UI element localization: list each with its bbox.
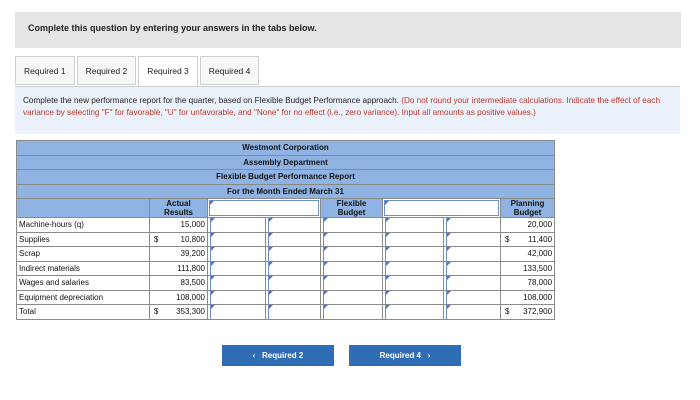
performance-report-table [16,140,555,320]
actual-value: 39,200 [150,247,208,262]
col-header-variance-2[interactable] [383,199,501,218]
actual-amount: 353,300 [176,307,205,317]
variance-1-effect-select[interactable] [266,305,321,320]
row-label: Indirect materials [17,261,150,276]
col-header-flexible: Flexible Budget [321,199,383,218]
dollar-sign: $ [154,234,159,244]
dollar-sign: $ [505,307,510,317]
instructions-main: Complete the new performance report for the quarter, based on Flexible Budget Performance approach. [23,96,399,105]
planning-value [501,305,555,320]
report-title: Flexible Budget Performance Report [17,170,555,185]
tab-required-3[interactable]: Required 3 [138,56,198,87]
variance-2-amount-input[interactable] [383,218,444,233]
table-row [17,261,555,276]
flexible-budget-input[interactable] [321,218,383,233]
flexible-budget-input[interactable] [321,247,383,262]
col-header-label [17,199,150,218]
variance-2-header-input[interactable] [384,200,499,216]
actual-value [150,305,208,320]
tab-bar [15,56,261,86]
flexible-budget-input[interactable] [321,261,383,276]
variance-1-effect-select[interactable] [266,247,321,262]
tab-required-1[interactable]: Required 1 [15,56,75,85]
table-row [17,232,555,247]
prev-button-label: Required 2 [262,351,304,360]
chevron-left-icon: ‹ [252,351,256,360]
variance-2-effect-select[interactable] [444,247,501,262]
planning-value: 133,500 [501,261,555,276]
variance-1-effect-select[interactable] [266,261,321,276]
dollar-sign: $ [154,307,159,317]
tab-required-4[interactable]: Required 4 [200,56,260,85]
flexible-budget-input[interactable] [321,290,383,305]
actual-value: 111,800 [150,261,208,276]
variance-1-amount-input[interactable] [208,290,266,305]
row-label: Wages and salaries [17,276,150,291]
variance-2-effect-select[interactable] [444,232,501,247]
table-row [17,290,555,305]
actual-value: 15,000 [150,218,208,233]
row-label: Scrap [17,247,150,262]
row-label: Total [17,305,150,320]
variance-2-effect-select[interactable] [444,218,501,233]
variance-1-amount-input[interactable] [208,261,266,276]
variance-1-header-input[interactable] [209,200,319,216]
dollar-sign: $ [505,234,510,244]
planning-amount: 11,400 [528,234,553,244]
variance-2-amount-input[interactable] [383,261,444,276]
variance-1-amount-input[interactable] [208,232,266,247]
col-header-actual: Actual Results [150,199,208,218]
variance-2-effect-select[interactable] [444,305,501,320]
table-row [17,305,555,320]
report-period: For the Month Ended March 31 [17,184,555,199]
chevron-right-icon: › [427,351,431,360]
actual-value: 108,000 [150,290,208,305]
variance-1-amount-input[interactable] [208,218,266,233]
prev-button[interactable] [222,345,334,366]
planning-value: 108,000 [501,290,555,305]
tab-required-2[interactable]: Required 2 [77,56,137,85]
variance-2-effect-select[interactable] [444,276,501,291]
planning-value: 78,000 [501,276,555,291]
instructions-panel [15,86,680,134]
table-row [17,218,555,233]
table-row [17,247,555,262]
planning-value: 20,000 [501,218,555,233]
flexible-budget-input[interactable] [321,305,383,320]
variance-1-amount-input[interactable] [208,247,266,262]
variance-1-effect-select[interactable] [266,218,321,233]
actual-value [150,232,208,247]
variance-1-effect-select[interactable] [266,290,321,305]
variance-2-amount-input[interactable] [383,232,444,247]
variance-2-effect-select[interactable] [444,261,501,276]
instructions-note: (Do not round your intermediate calculations. Indicate the effect of each variance by selecting "F" for favorable, "U" for unfavorable, and "None" for no effect (i.e., zero variance). Input all amounts as positive values.) [23,96,661,117]
col-header-planning: Planning Budget [501,199,555,218]
planning-amount: 372,900 [523,307,553,317]
variance-1-effect-select[interactable] [266,276,321,291]
row-label: Supplies [17,232,150,247]
next-button-label: Required 4 [379,351,421,360]
planning-value [501,232,555,247]
flexible-budget-input[interactable] [321,276,383,291]
row-label: Machine-hours (q) [17,218,150,233]
variance-2-effect-select[interactable] [444,290,501,305]
variance-2-amount-input[interactable] [383,247,444,262]
variance-1-amount-input[interactable] [208,305,266,320]
question-header [15,12,681,48]
next-button[interactable] [349,345,461,366]
report-department: Assembly Department [17,155,555,170]
variance-2-amount-input[interactable] [383,290,444,305]
variance-1-amount-input[interactable] [208,276,266,291]
report-company: Westmont Corporation [17,141,555,156]
row-label: Equipment depreciation [17,290,150,305]
header-instruction: Complete this question by entering your answers in the tabs below. [28,23,317,33]
actual-amount: 10,800 [180,234,205,244]
variance-2-amount-input[interactable] [383,305,444,320]
variance-1-effect-select[interactable] [266,232,321,247]
table-row [17,276,555,291]
actual-value: 83,500 [150,276,208,291]
col-header-variance-1[interactable] [208,199,321,218]
flexible-budget-input[interactable] [321,232,383,247]
planning-value: 42,000 [501,247,555,262]
variance-2-amount-input[interactable] [383,276,444,291]
